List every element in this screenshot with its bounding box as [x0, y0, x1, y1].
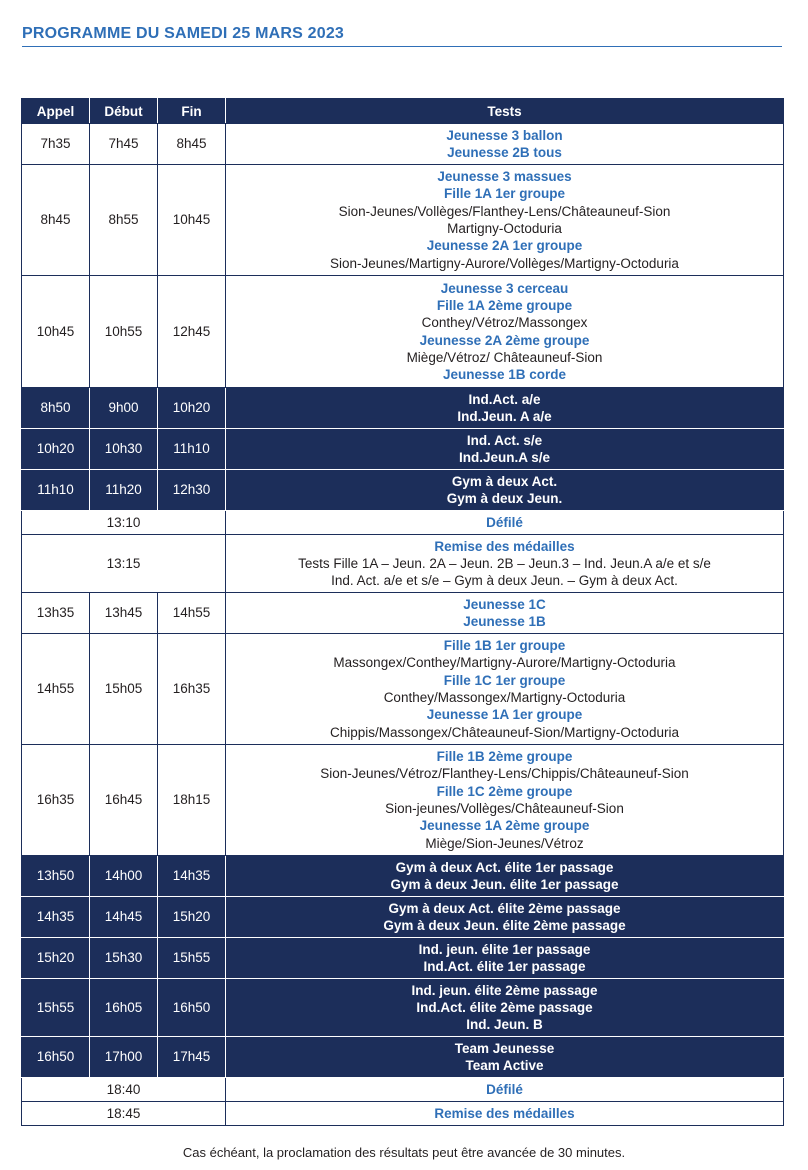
cell-fin: 14h55	[158, 593, 226, 634]
cell-fin: 18h15	[158, 745, 226, 856]
table-row	[22, 634, 784, 745]
test-title: Gym à deux Jeun. élite 2ème passage	[383, 918, 626, 933]
cell-fin: 16h50	[158, 979, 226, 1037]
cell-fin: 11h10	[158, 429, 226, 470]
test-title: Défilé	[486, 514, 523, 530]
test-clubs: Miège/Vétroz/ Châteauneuf-Sion	[406, 349, 603, 365]
cell-tests	[226, 1078, 784, 1102]
test-title: Ind.Act. a/e	[468, 391, 541, 407]
test-title: Jeunesse 3 cerceau	[440, 280, 569, 296]
cell-time: 18:45	[22, 1102, 226, 1126]
table-row	[22, 856, 784, 897]
cell-tests	[226, 938, 784, 979]
cell-time: 13:10	[22, 511, 226, 535]
test-title: Gym à deux Jeun. élite 1er passage	[390, 877, 619, 892]
test-title: Jeunesse 3 ballon	[446, 127, 563, 143]
table-row	[22, 1037, 784, 1078]
cell-fin: 14h35	[158, 856, 226, 897]
table-row	[22, 1078, 784, 1102]
cell-debut: 14h45	[90, 897, 158, 938]
table-row	[22, 388, 784, 429]
cell-tests	[226, 388, 784, 429]
cell-appel: 13h35	[22, 593, 90, 634]
cell-time: 18:40	[22, 1078, 226, 1102]
header-fin: Fin	[158, 99, 226, 124]
test-clubs: Tests Fille 1A – Jeun. 2A – Jeun. 2B – Jeun.3 – Ind. Jeun.A a/e et s/e	[298, 555, 711, 571]
cell-tests	[226, 535, 784, 593]
test-title: Gym à deux Jeun.	[446, 491, 563, 506]
cell-appel: 11h10	[22, 470, 90, 511]
cell-fin: 8h45	[158, 124, 226, 165]
test-title: Fille 1C 2ème groupe	[436, 783, 573, 799]
cell-tests	[226, 1037, 784, 1078]
cell-debut: 10h55	[90, 276, 158, 388]
test-clubs: Miège/Sion-Jeunes/Vétroz	[425, 835, 584, 851]
test-clubs: Conthey/Massongex/Martigny-Octoduria	[383, 690, 626, 705]
table-row	[22, 979, 784, 1037]
cell-fin: 17h45	[158, 1037, 226, 1078]
cell-debut: 7h45	[90, 124, 158, 165]
test-title: Remise des médailles	[434, 1105, 575, 1121]
cell-tests	[226, 856, 784, 897]
test-clubs: Ind. Act. a/e et s/e – Gym à deux Jeun. – Gym à deux Act.	[331, 573, 678, 589]
test-title: Ind. Act. s/e	[466, 432, 543, 448]
table-row	[22, 897, 784, 938]
cell-tests	[226, 429, 784, 470]
test-clubs: Sion-Jeunes/Vétroz/Flanthey-Lens/Chippis/Châteauneuf-Sion	[320, 766, 689, 782]
cell-fin: 10h20	[158, 388, 226, 429]
cell-debut: 15h05	[90, 634, 158, 745]
test-title: Gym à deux Act. élite 1er passage	[395, 859, 614, 875]
cell-appel: 10h45	[22, 276, 90, 388]
cell-debut: 10h30	[90, 429, 158, 470]
table-row	[22, 276, 784, 388]
cell-tests	[226, 897, 784, 938]
table-row	[22, 593, 784, 634]
test-title: Jeunesse 2B tous	[447, 145, 562, 160]
table-row	[22, 938, 784, 979]
cell-debut: 13h45	[90, 593, 158, 634]
cell-appel: 13h50	[22, 856, 90, 897]
test-clubs: Sion-Jeunes/Vollèges/Flanthey-Lens/Châteauneuf-Sion	[338, 203, 671, 219]
header-appel: Appel	[22, 99, 90, 124]
test-title: Défilé	[486, 1081, 523, 1097]
cell-debut: 9h00	[90, 388, 158, 429]
test-clubs: Sion-Jeunes/Martigny-Aurore/Vollèges/Martigny-Octoduria	[330, 255, 679, 271]
test-title: Fille 1B 1er groupe	[443, 638, 566, 654]
cell-time: 13:15	[22, 535, 226, 593]
test-title: Ind.Act. élite 2ème passage	[416, 999, 593, 1015]
test-title: Gym à deux Act. élite 2ème passage	[388, 900, 621, 916]
test-clubs: Sion-jeunes/Vollèges/Châteauneuf-Sion	[385, 801, 624, 816]
cell-tests	[226, 470, 784, 511]
cell-tests	[226, 593, 784, 634]
test-clubs: Massongex/Conthey/Martigny-Aurore/Martigny-Octoduria	[333, 655, 676, 671]
test-clubs: Conthey/Vétroz/Massongex	[421, 315, 588, 331]
test-title: Fille 1C 1er groupe	[443, 672, 566, 688]
cell-appel: 8h45	[22, 165, 90, 276]
test-title: Ind. jeun. élite 2ème passage	[411, 982, 598, 998]
cell-debut: 11h20	[90, 470, 158, 511]
test-title: Fille 1A 1er groupe	[443, 186, 566, 202]
cell-tests	[226, 1102, 784, 1126]
test-title: Fille 1A 2ème groupe	[436, 297, 573, 313]
cell-debut: 14h00	[90, 856, 158, 897]
table-row	[22, 511, 784, 535]
test-title: Jeunesse 1B corde	[442, 367, 567, 383]
table-row	[22, 124, 784, 165]
cell-tests	[226, 979, 784, 1037]
header-debut: Début	[90, 99, 158, 124]
cell-tests	[226, 165, 784, 276]
page-title: PROGRAMME DU SAMEDI 25 MARS 2023	[22, 25, 345, 42]
footnote: Cas échéant, la proclamation des résultats peut être avancée de 30 minutes.	[182, 1145, 626, 1160]
test-clubs: Martigny-Octoduria	[447, 221, 562, 236]
cell-fin: 15h20	[158, 897, 226, 938]
cell-debut: 16h05	[90, 979, 158, 1037]
test-title: Jeunesse 2A 2ème groupe	[419, 332, 590, 348]
cell-fin: 10h45	[158, 165, 226, 276]
test-title: Jeunesse 1B	[463, 614, 546, 629]
title-rule	[22, 46, 782, 47]
cell-fin: 12h30	[158, 470, 226, 511]
cell-debut: 16h45	[90, 745, 158, 856]
cell-tests	[226, 745, 784, 856]
cell-tests	[226, 124, 784, 165]
test-title: Fille 1B 2ème groupe	[436, 749, 573, 765]
cell-appel: 15h55	[22, 979, 90, 1037]
header-tests: Tests	[226, 99, 784, 124]
test-title: Ind. jeun. élite 1er passage	[418, 941, 591, 957]
cell-appel: 14h55	[22, 634, 90, 745]
test-title: Team Jeunesse	[454, 1040, 555, 1056]
test-title: Ind.Act. élite 1er passage	[423, 959, 586, 974]
test-title: Jeunesse 3 massues	[437, 169, 572, 185]
test-title: Remise des médailles	[434, 538, 575, 554]
test-clubs: Chippis/Massongex/Châteauneuf-Sion/Martigny-Octoduria	[330, 724, 679, 740]
test-title: Jeunesse 1A 1er groupe	[426, 707, 583, 723]
test-title: Ind.Jeun. A a/e	[457, 409, 552, 424]
table-row	[22, 745, 784, 856]
cell-tests	[226, 511, 784, 535]
cell-appel: 8h50	[22, 388, 90, 429]
test-title: Ind.Jeun.A s/e	[458, 450, 551, 465]
cell-appel: 16h50	[22, 1037, 90, 1078]
test-title: Jeunesse 1A 2ème groupe	[419, 818, 590, 834]
cell-appel: 7h35	[22, 124, 90, 165]
test-title: Team Active	[465, 1058, 544, 1073]
cell-debut: 17h00	[90, 1037, 158, 1078]
test-title: Jeunesse 1C	[463, 596, 546, 612]
test-title: Gym à deux Act.	[451, 473, 558, 489]
test-title: Ind. Jeun. B	[466, 1017, 543, 1033]
cell-appel: 10h20	[22, 429, 90, 470]
schedule-table	[21, 98, 784, 1126]
header-row	[22, 99, 784, 124]
cell-debut: 8h55	[90, 165, 158, 276]
cell-appel: 15h20	[22, 938, 90, 979]
cell-tests	[226, 634, 784, 745]
cell-fin: 15h55	[158, 938, 226, 979]
cell-appel: 14h35	[22, 897, 90, 938]
table-row	[22, 429, 784, 470]
cell-debut: 15h30	[90, 938, 158, 979]
cell-appel: 16h35	[22, 745, 90, 856]
table-row	[22, 165, 784, 276]
table-row	[22, 535, 784, 593]
test-title: Jeunesse 2A 1er groupe	[426, 238, 583, 254]
cell-fin: 12h45	[158, 276, 226, 388]
cell-fin: 16h35	[158, 634, 226, 745]
table-row	[22, 1102, 784, 1126]
cell-tests	[226, 276, 784, 388]
table-row	[22, 470, 784, 511]
